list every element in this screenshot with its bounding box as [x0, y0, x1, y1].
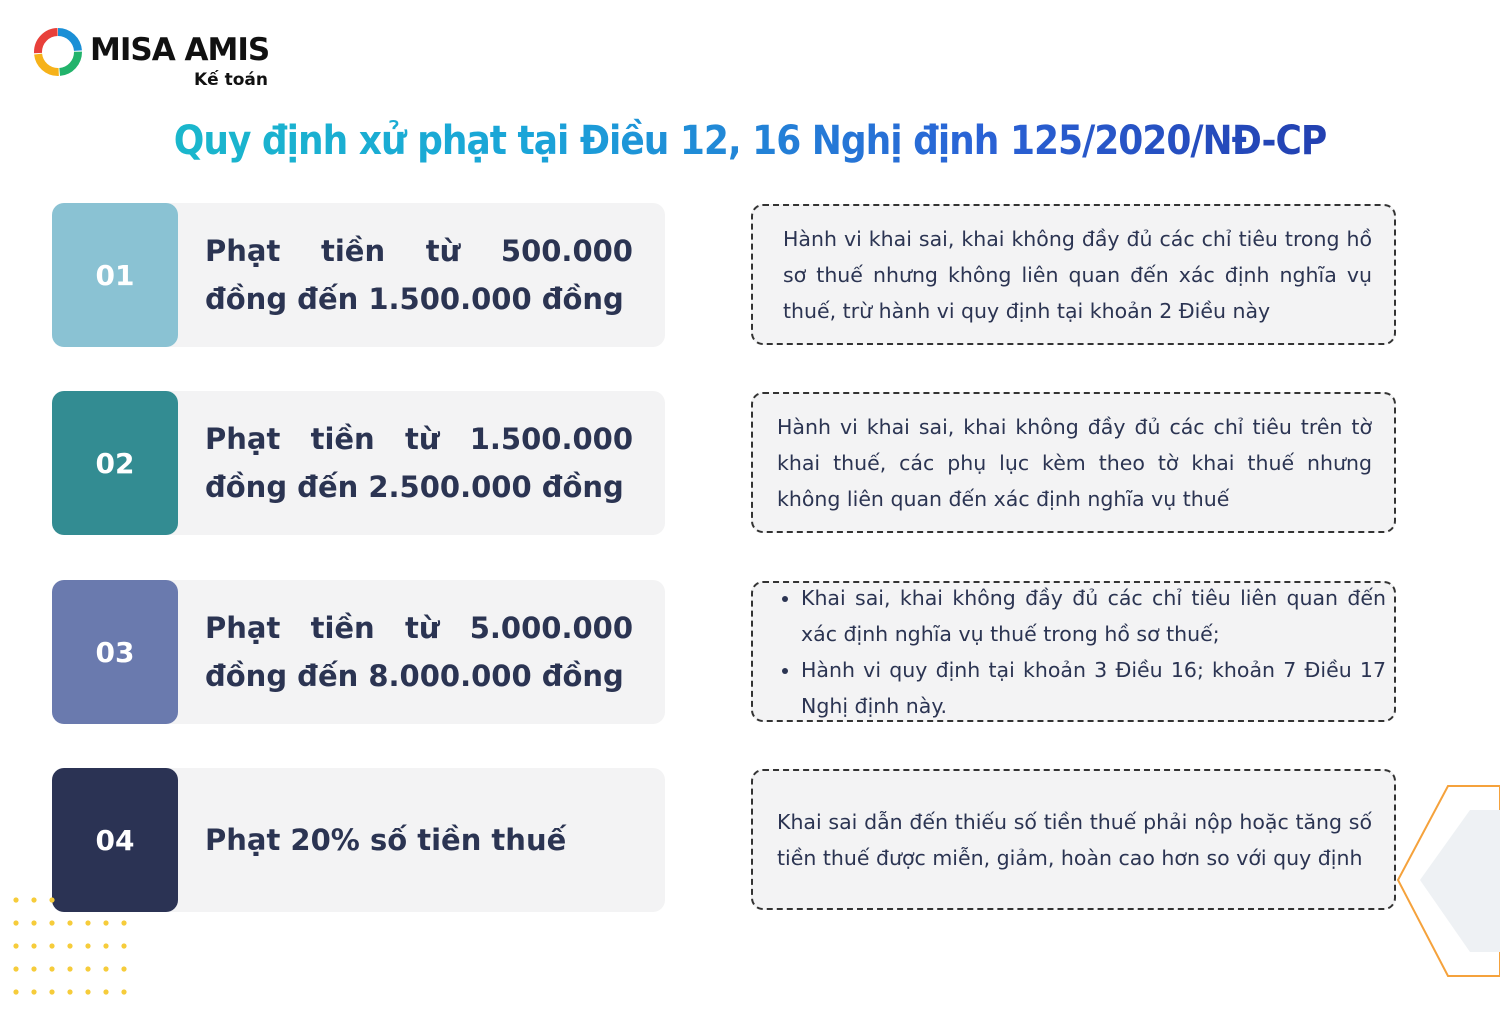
penalty-card-3	[52, 580, 665, 724]
penalty-card-2	[52, 391, 665, 535]
logo	[34, 28, 294, 98]
penalty-text-4: Phạt 20% số tiền thuế	[205, 823, 567, 857]
number-badge-1: 01	[52, 203, 178, 347]
description-box-4	[751, 769, 1396, 910]
penalty-card-1	[52, 203, 665, 347]
penalty-amount-2	[205, 391, 633, 535]
number-badge-3: 03	[52, 580, 178, 724]
logo-brand: MISA AMIS	[90, 32, 270, 68]
penalty-card-4	[52, 768, 665, 912]
description-list-3	[753, 580, 1394, 724]
description-bullet: • Hành vi quy định tại khoản 3 Điều 16; khoản 7 Điều 17 Nghị định này.	[801, 652, 1386, 724]
description-text-4: Khai sai dẫn đến thiếu số tiền thuế phải nộp hoặc tăng số tiền thuế được miễn, giảm, hoàn cao hơn so với quy định	[777, 809, 1372, 870]
page-title: Quy định xử phạt tại Điều 12, 16 Nghị định 125/2020/NĐ-CP	[0, 118, 1500, 164]
description-text-1: Hành vi khai sai, khai không đầy đủ các chỉ tiêu trong hồ sơ thuế nhưng không liên quan đến xác định nghĩa vụ thuế, trừ hành vi quy định tại khoản 2 Điều này	[783, 226, 1372, 323]
misa-logo-icon	[34, 28, 82, 76]
penalty-text-3: Phạt tiền từ 5.000.000 đồng đến 8.000.000 đồng	[205, 611, 633, 693]
description-text-2: Hành vi khai sai, khai không đầy đủ các chỉ tiêu trên tờ khai thuế, các phụ lục kèm theo tờ khai thuế nhưng không liên quan đến xác định nghĩa vụ thuế	[777, 414, 1372, 511]
penalty-text-1: Phạt tiền từ 500.000 đồng đến 1.500.000 đồng	[205, 234, 633, 316]
description-box-2	[751, 392, 1396, 533]
penalty-amount-3	[205, 580, 633, 724]
logo-product: Kế toán	[194, 70, 269, 90]
decorative-hexagon	[1390, 780, 1500, 980]
number-badge-2: 02	[52, 391, 178, 535]
description-bullet: • Khai sai, khai không đầy đủ các chỉ tiêu liên quan đến xác định nghĩa vụ thuế trong hồ sơ thuế;	[801, 580, 1386, 652]
description-box-1	[751, 204, 1396, 345]
penalty-amount-4	[205, 768, 633, 912]
penalty-text-2: Phạt tiền từ 1.500.000 đồng đến 2.500.000 đồng	[205, 422, 633, 504]
description-box-3	[751, 581, 1396, 722]
penalty-amount-1	[205, 203, 633, 347]
decorative-dots	[12, 896, 132, 1006]
number-badge-4: 04	[52, 768, 178, 912]
